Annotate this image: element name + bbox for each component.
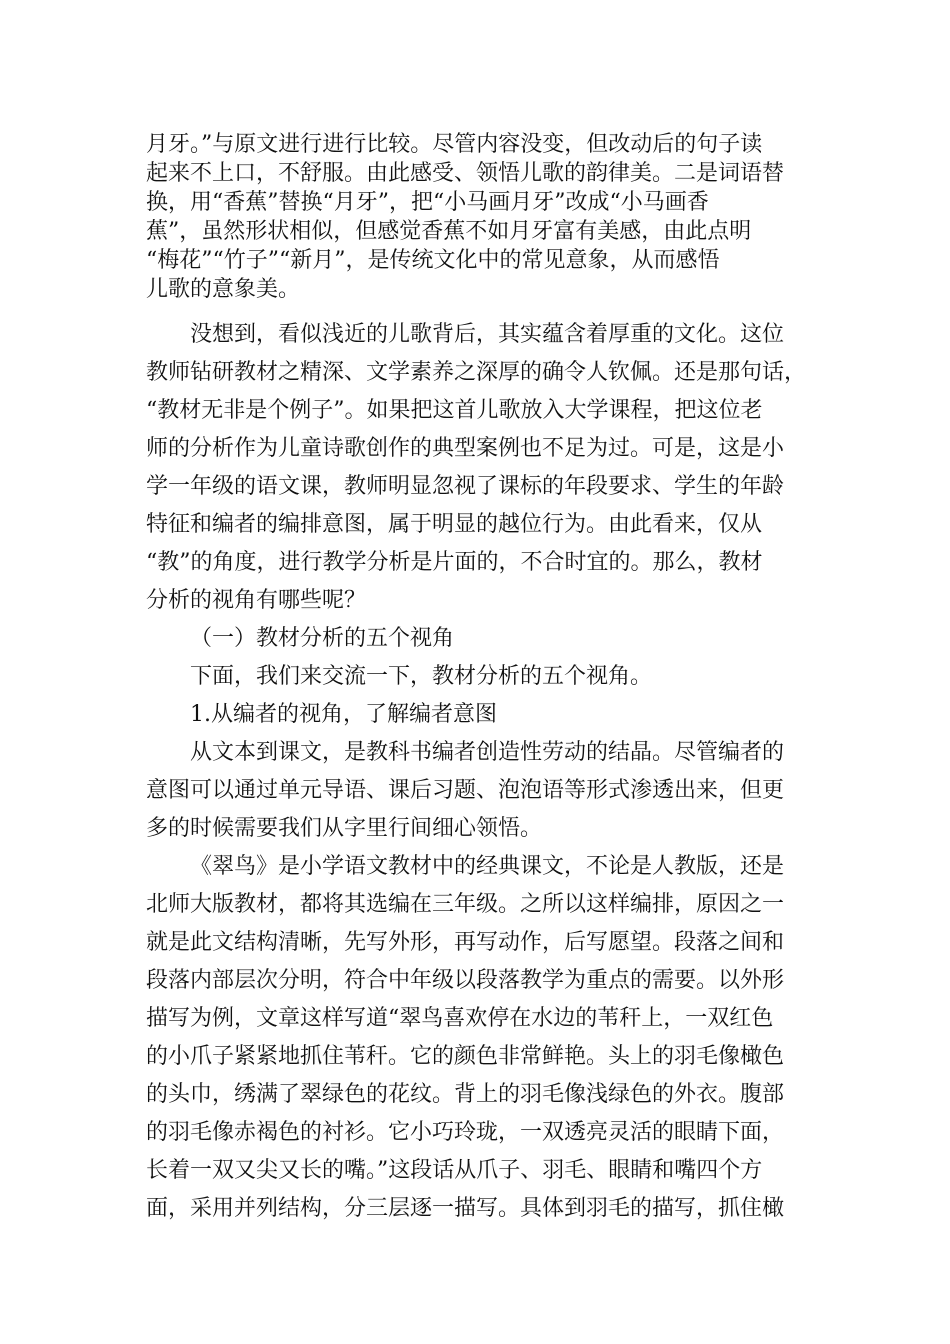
paragraph-4-line-9: 长着一双又尖又长的嘴。”这段话从爪子、羽毛、眼睛和嘴四个方 bbox=[146, 1158, 763, 1183]
paragraph-3-line-2: 意图可以通过单元导语、课后习题、泡泡语等形式渗透出来，但更 bbox=[146, 778, 785, 803]
paragraph-4-line-3: 就是此文结构清晰，先写外形，再写动作，后写愿望。段落之间和 bbox=[146, 930, 785, 955]
paragraph-2-line-6: 特征和编者的编排意图，属于明显的越位行为。由此看来，仅从 bbox=[146, 512, 763, 537]
paragraph-2-line-4: 师的分析作为儿童诗歌创作的典型案例也不足为过。可是，这是小 bbox=[146, 436, 785, 461]
paragraph-4-line-10: 面，采用并列结构，分三层逐一描写。具体到羽毛的描写，抓住橄 bbox=[146, 1196, 785, 1221]
paragraph-2-line-8: 分析的视角有哪些呢？ bbox=[146, 588, 367, 613]
paragraph-3-line-1: 从文本到课文，是教科书编者创造性劳动的结晶。尽管编者的 bbox=[190, 740, 785, 765]
paragraph-2-line-5: 学一年级的语文课，教师明显忽视了课标的年段要求、学生的年龄 bbox=[146, 474, 785, 499]
paragraph-4-line-7: 的头巾，绣满了翠绿色的花纹。背上的羽毛像浅绿色的外衣。腹部 bbox=[146, 1082, 785, 1107]
paragraph-1-line-4: 蕉”，虽然形状相似，但感觉香蕉不如月牙富有美感，由此点明 bbox=[146, 219, 752, 244]
paragraph-4-line-4: 段落内部层次分明，符合中年级以段落教学为重点的需要。以外形 bbox=[146, 968, 785, 993]
paragraph-4-line-6: 的小爪子紧紧地抓住苇秆。它的颜色非常鲜艳。头上的羽毛像橄色 bbox=[146, 1044, 785, 1069]
paragraph-1-line-6: 儿歌的意象美。 bbox=[146, 277, 301, 302]
paragraph-2-line-1: 没想到，看似浅近的儿歌背后，其实蕴含着厚重的文化。这位 bbox=[190, 322, 785, 347]
paragraph-1-line-5: “梅花”“竹子”“新月”，是传统文化中的常见意象，从而感悟 bbox=[146, 248, 720, 273]
paragraph-2-line-7: “教”的角度，进行教学分析是片面的，不合时宜的。那么，教材 bbox=[146, 550, 763, 575]
section-heading: （一）教材分析的五个视角 bbox=[190, 626, 455, 651]
paragraph-2-line-3: “教材无非是个例子”。如果把这首儿歌放入大学课程，把这位老 bbox=[146, 398, 763, 423]
intro-line: 下面，我们来交流一下，教材分析的五个视角。 bbox=[190, 664, 653, 689]
paragraph-4-line-8: 的羽毛像赤褐色的衬衫。它小巧玲珑，一双透亮灵活的眼睛下面， bbox=[146, 1120, 785, 1145]
paragraph-1-line-2: 起来不上口，不舒服。由此感受、领悟儿歌的韵律美。二是词语替 bbox=[146, 161, 785, 186]
paragraph-1-line-3: 换，用“香蕉”替换“月牙”，把“小马画月牙”改成“小马画香 bbox=[146, 190, 709, 215]
paragraph-4-line-5: 描写为例，文章这样写道“翠鸟喜欢停在水边的苇秆上，一双红色 bbox=[146, 1006, 774, 1031]
paragraph-4-line-1: 《翠鸟》是小学语文教材中的经典课文，不论是人教版，还是 bbox=[190, 854, 785, 879]
paragraph-4-line-2: 北师大版教材，都将其选编在三年级。之所以这样编排，原因之一 bbox=[146, 892, 785, 917]
paragraph-3-line-3: 多的时候需要我们从字里行间细心领悟。 bbox=[146, 816, 543, 841]
subheading-1: 1.从编者的视角，了解编者意图 bbox=[190, 702, 497, 727]
paragraph-2-line-2: 教师钻研教材之精深、文学素养之深厚的确令人钦佩。还是那句话， bbox=[146, 360, 807, 385]
paragraph-1-line-1: 月牙。”与原文进行进行比较。尽管内容没变，但改动后的句子读 bbox=[146, 132, 763, 157]
